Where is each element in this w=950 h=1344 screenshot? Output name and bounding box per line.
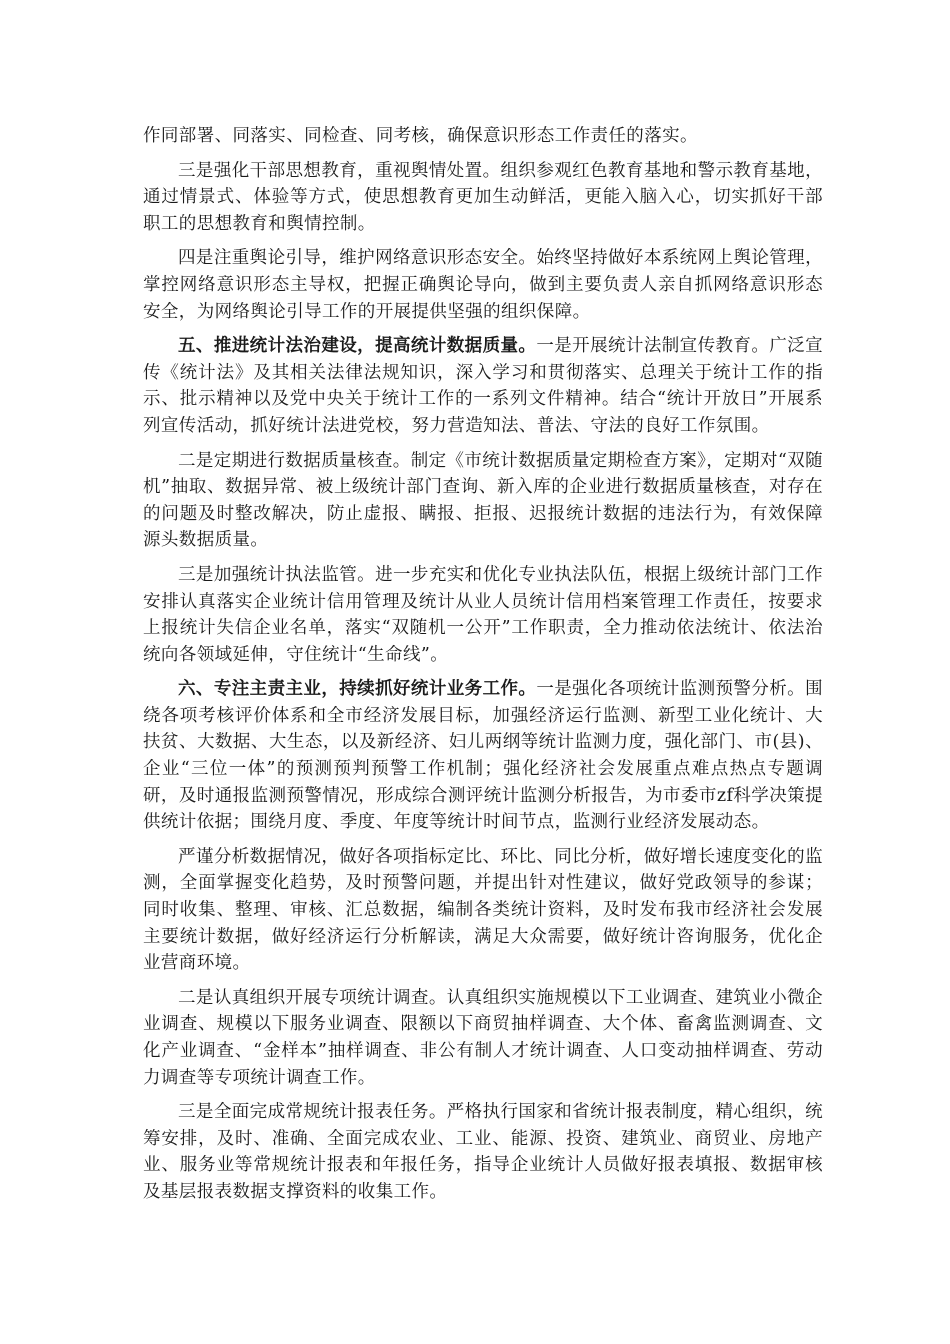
paragraph — [143, 844, 823, 977]
paragraph-text: 一是强化各项统计监测预警分析。围绕各项考核评价体系和全市经济发展目标，加强经济运行监测、新型工业化统计、大扶贫、大数据、大生态，以及新经济、妇儿两纲等统计监测力度，强化部门、市(县)、企业“三位一体”的预测预判预警工作机制；强化经济社会发展重点难点热点专题调研，及时通报监测预警情况，形成综合测评统计监测分析报告，为市委市zf科学决策提供统计依据；围绕月度、季度、年度等统计时间节点，监测行业经济发展动态。 — [143, 679, 823, 833]
paragraph-text: 严谨分析数据情况，做好各项指标定比、环比、同比分析，做好增长速度变化的监测，全面掌握变化趋势，及时预警问题，并提出针对性建议，做好党政领导的参谋；同时收集、整理、审核、汇总数据，编制各类统计资料，及时发布我市经济社会发展主要统计数据，做好经济运行分析解读，满足大众需要，做好统计咨询服务，优化企业营商环境。 — [143, 846, 823, 974]
paragraph-text: 三是全面完成常规统计报表任务。严格执行国家和省统计报表制度，精心组织，统筹安排，及时、准确、全面完成农业、工业、能源、投资、建筑业、商贸业、房地产业、服务业等常规统计报表和年报任务，指导企业统计人员做好报表填报、数据审核及基层报表数据支撑资料的收集工作。 — [143, 1102, 823, 1202]
paragraph — [143, 985, 823, 1091]
paragraph-text: 三是加强统计执法监管。进一步充实和优化专业执法队伍，根据上级统计部门工作安排认真落实企业统计信用管理及统计从业人员统计信用档案管理工作责任，按要求上报统计失信企业名单，落实“双随机一公开”工作职责，全力推动依法统计、依法治统向各领域延伸，守住统计“生命线”。 — [143, 564, 823, 665]
paragraph-text: 二是认真组织开展专项统计调查。认真组织实施规模以下工业调查、建筑业小微企业调查、规模以下服务业调查、限额以下商贸抽样调查、大个体、畜禽监测调查、文化产业调查、“金样本”抽样调查、非公有制人才统计调查、人口变动抽样调查、劳动力调查等专项统计调查工作。 — [143, 987, 823, 1088]
section-heading: 五、推进统计法治建设，提高统计数据质量。 — [178, 336, 537, 357]
paragraph — [143, 1099, 823, 1205]
paragraph — [143, 158, 823, 238]
paragraph-text: 四是注重舆论引导，维护网络意识形态安全。始终坚持做好本系统网上舆论管理，掌控网络意识形态主导权，把握正确舆论导向，做到主要负责人亲自抓网络意识形态安全，为网络舆论引导工作的开展提供坚强的组织保障。 — [143, 248, 823, 322]
paragraph — [143, 562, 823, 668]
paragraph — [143, 448, 823, 554]
paragraph-text: 一是开展统计法制宣传教育。广泛宣传《统计法》及其相关法律法规知识，深入学习和贯彻落实、总理关于统计工作的指示、批示精神以及党中央关于统计工作的一系列文件精神。结合“统计开放日”开展系列宣传活动，抓好统计法进党校，努力营造知法、普法、守法的良好工作氛围。 — [143, 336, 823, 436]
paragraph-text: 作同部署、同落实、同检查、同考核，确保意识形态工作责任的落实。 — [143, 126, 698, 146]
section-paragraph — [143, 333, 823, 439]
paragraph — [143, 123, 823, 150]
paragraph — [143, 245, 823, 325]
paragraph-text: 三是强化干部思想教育，重视舆情处置。组织参观红色教育基地和警示教育基地，通过情景式、体验等方式，使思想教育更加生动鲜活，更能入脑入心，切实抓好干部职工的思想教育和舆情控制。 — [143, 160, 823, 234]
paragraph-text: 二是定期进行数据质量核查。制定《市统计数据质量定期检查方案》，定期对“双随机”抽取、数据异常、被上级统计部门查询、新入库的企业进行数据质量核查，对存在的问题及时整改解决，防止虚报、瞒报、拒报、迟报统计数据的违法行为，有效保障源头数据质量。 — [143, 450, 823, 551]
document-body — [143, 123, 823, 1214]
section-paragraph — [143, 676, 823, 836]
section-heading: 六、专注主责主业，持续抓好统计业务工作。 — [178, 679, 537, 700]
